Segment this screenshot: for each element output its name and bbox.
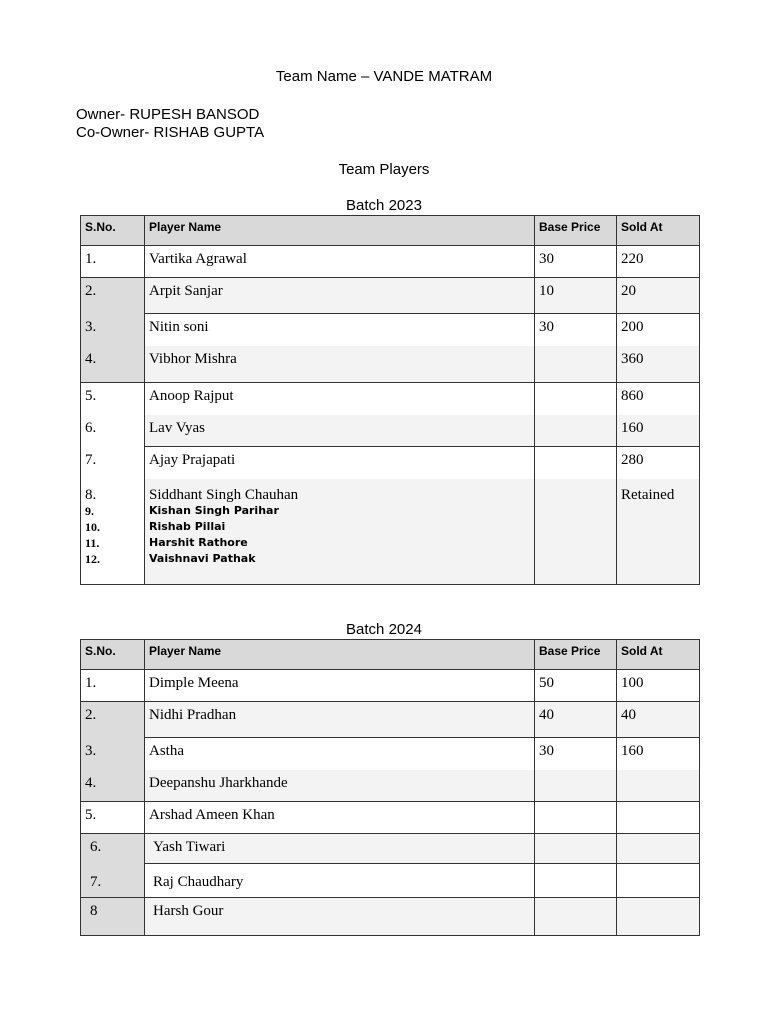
col-header-player-name: Player Name	[145, 216, 535, 246]
sold-at-cell: 200	[617, 314, 700, 346]
player-name: Vaishnavi Pathak	[149, 551, 256, 565]
player-name: Harshit Rathore	[149, 535, 248, 549]
sno-cell: 3.	[81, 738, 145, 770]
base-price-cell	[535, 802, 617, 834]
base-price-cell	[535, 479, 617, 585]
col-header-sno: S.No.	[81, 640, 145, 670]
team-name-title: Team Name – VANDE MATRAM	[275, 68, 493, 85]
table-row	[81, 383, 700, 415]
player-name-cell: Dimple Meena	[145, 670, 535, 702]
base-price-cell: 30	[535, 738, 617, 770]
batch-2024-table	[80, 639, 700, 936]
player-name-cell: Ajay Prajapati	[145, 447, 535, 479]
player-name: Siddhant Singh Chauhan	[149, 486, 299, 503]
base-price-cell	[535, 346, 617, 383]
sno-cell: 5.	[81, 802, 145, 834]
player-name-cell: Yash Tiwari	[145, 834, 535, 864]
sno-value: 8.	[85, 486, 97, 503]
table-row	[81, 314, 700, 346]
team-players-heading: Team Players	[338, 161, 430, 178]
player-name-cell: Arshad Ameen Khan	[145, 802, 535, 834]
base-price-cell: 40	[535, 702, 617, 738]
player-name-cell: Nitin soni	[145, 314, 535, 346]
sno-cell	[81, 479, 145, 585]
table-row	[81, 864, 700, 898]
table-row	[81, 738, 700, 770]
base-price-cell	[535, 415, 617, 447]
sno-cell: 4.	[81, 770, 145, 802]
sold-at-cell: 220	[617, 246, 700, 278]
sold-at-cell: 160	[617, 738, 700, 770]
sno-value: 12.	[85, 551, 100, 566]
base-price-cell	[535, 864, 617, 898]
sold-at-cell: 280	[617, 447, 700, 479]
sno-cell: 1.	[81, 246, 145, 278]
owner-line: Owner- RUPESH BANSOD	[76, 106, 260, 123]
sno-cell: 2.	[81, 702, 145, 738]
col-header-sno: S.No.	[81, 216, 145, 246]
sno-cell: 6.	[81, 834, 145, 864]
batch-2023-label: Batch 2023	[346, 197, 422, 214]
col-header-base-price: Base Price	[535, 640, 617, 670]
player-name-cell: Vibhor Mishra	[145, 346, 535, 383]
player-name: Kishan Singh Parihar	[149, 503, 279, 517]
sold-at-cell: Retained	[617, 479, 700, 585]
player-name-cell: Vartika Agrawal	[145, 246, 535, 278]
player-name-cell: Harsh Gour	[145, 898, 535, 936]
base-price-cell: 30	[535, 246, 617, 278]
player-name-cell: Raj Chaudhary	[145, 864, 535, 898]
col-header-player-name: Player Name	[145, 640, 535, 670]
sold-at-cell	[617, 770, 700, 802]
player-name-cell	[145, 479, 535, 585]
sno-cell: 3.	[81, 314, 145, 346]
table-row	[81, 898, 700, 936]
table-row	[81, 479, 700, 585]
sold-at-cell	[617, 864, 700, 898]
sno-cell: 8	[81, 898, 145, 936]
player-name-cell: Arpit Sanjar	[145, 278, 535, 314]
sold-at-cell: 40	[617, 702, 700, 738]
sno-cell: 4.	[81, 346, 145, 383]
sno-cell: 2.	[81, 278, 145, 314]
col-header-sold-at: Sold At	[617, 216, 700, 246]
player-name-cell: Nidhi Pradhan	[145, 702, 535, 738]
sold-at-cell: 360	[617, 346, 700, 383]
table-row	[81, 834, 700, 864]
col-header-sold-at: Sold At	[617, 640, 700, 670]
table-row	[81, 802, 700, 834]
sold-at-cell	[617, 802, 700, 834]
table-row	[81, 770, 700, 802]
sno-cell: 5.	[81, 383, 145, 415]
sno-value: 11.	[85, 535, 100, 550]
base-price-cell	[535, 898, 617, 936]
sno-cell: 6.	[81, 415, 145, 447]
table-row	[81, 447, 700, 479]
player-name-cell: Deepanshu Jharkhande	[145, 770, 535, 802]
sold-at-cell: 160	[617, 415, 700, 447]
base-price-cell	[535, 447, 617, 479]
table-header-row	[81, 216, 700, 246]
table-header-row	[81, 640, 700, 670]
sno-value: 9.	[85, 503, 94, 518]
sno-cell: 7.	[81, 864, 145, 898]
table-row	[81, 278, 700, 314]
sold-at-cell: 20	[617, 278, 700, 314]
base-price-cell	[535, 383, 617, 415]
player-name-cell: Astha	[145, 738, 535, 770]
player-name: Rishab Pillai	[149, 519, 226, 533]
base-price-cell: 30	[535, 314, 617, 346]
base-price-cell: 50	[535, 670, 617, 702]
table-row	[81, 702, 700, 738]
batch-2023-table	[80, 215, 700, 585]
sold-at-cell: 860	[617, 383, 700, 415]
table-row	[81, 670, 700, 702]
sold-at-cell	[617, 834, 700, 864]
base-price-cell	[535, 770, 617, 802]
sno-cell: 1.	[81, 670, 145, 702]
base-price-cell	[535, 834, 617, 864]
sno-value: 10.	[85, 519, 100, 534]
col-header-base-price: Base Price	[535, 216, 617, 246]
co-owner-line: Co-Owner- RISHAB GUPTA	[76, 124, 265, 141]
base-price-cell: 10	[535, 278, 617, 314]
player-name-cell: Lav Vyas	[145, 415, 535, 447]
table-row	[81, 346, 700, 383]
table-row	[81, 246, 700, 278]
sold-at-cell: 100	[617, 670, 700, 702]
sno-cell: 7.	[81, 447, 145, 479]
player-name-cell: Anoop Rajput	[145, 383, 535, 415]
sold-at-cell	[617, 898, 700, 936]
batch-2024-label: Batch 2024	[346, 621, 422, 638]
table-row	[81, 415, 700, 447]
